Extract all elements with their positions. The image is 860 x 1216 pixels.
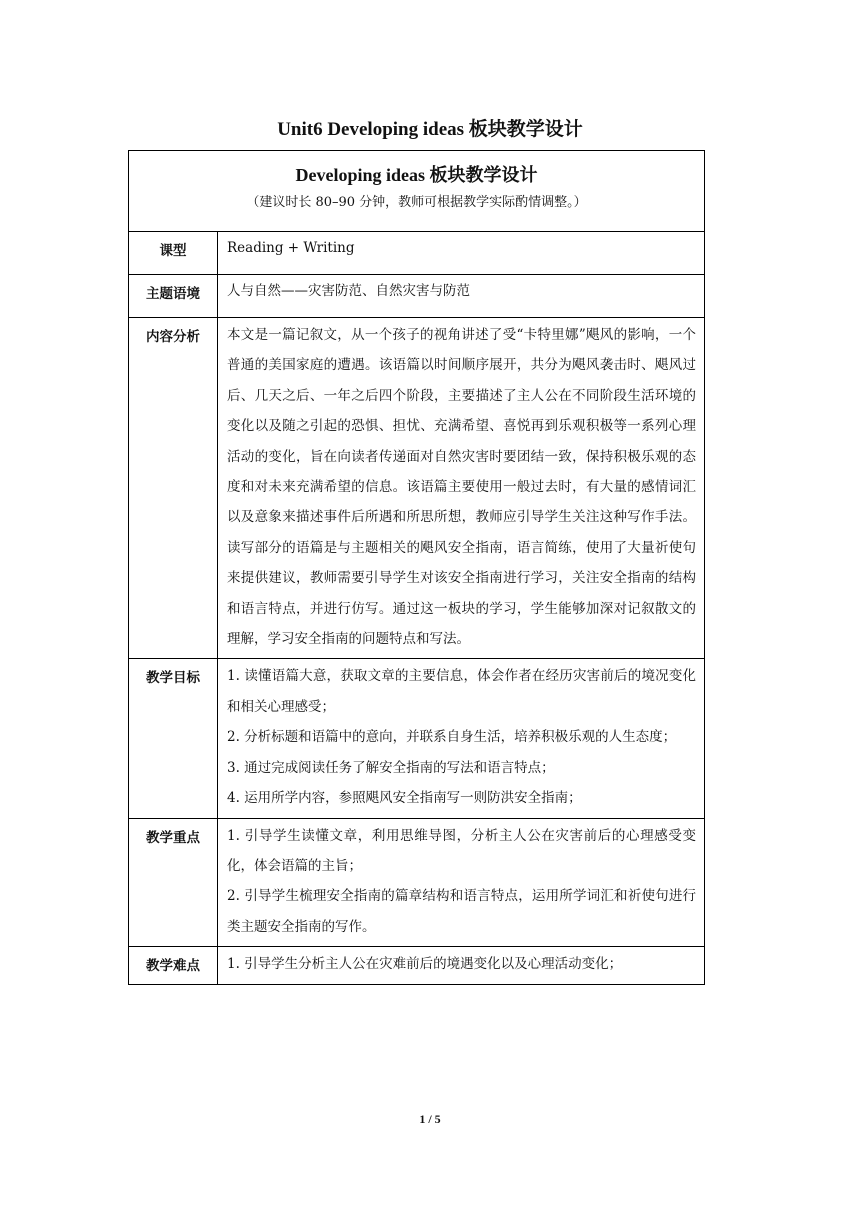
table-title: Developing ideas 板块教学设计 bbox=[295, 165, 538, 185]
focus-item: 1. 引导学生读懂文章，利用思维导图，分析主人公在灾害前后的心理感受变化，体会语篇的主旨； bbox=[227, 827, 697, 874]
row-label-teaching-focus: 教学重点 bbox=[129, 818, 218, 947]
row-label-teaching-difficulty: 教学难点 bbox=[129, 947, 218, 984]
table-row-teaching-objectives bbox=[129, 659, 705, 818]
row-content-teaching-objectives bbox=[218, 659, 705, 818]
objective-item: 3. 通过完成阅读任务了解安全指南的写法和语言特点； bbox=[227, 759, 555, 776]
row-content-teaching-focus bbox=[218, 818, 705, 947]
row-label-teaching-objectives: 教学目标 bbox=[129, 659, 218, 818]
row-content-content-analysis: 本文是一篇记叙文，从一个孩子的视角讲述了受“卡特里娜”飓风的影响，一个普通的美国家庭的遭遇。该语篇以时间顺序展开，共分为飓风袭击时、飓风过后、几天之后、一年之后四个阶段，主要描述了主人公在不同阶段生活环境的变化以及随之引起的恐惧、担忧、充满希望、喜悦再到乐观积极等一系列心理活动的变化，旨在向读者传递面对自然灾害时要团结一致，保持积极乐观的态度和对未来充满希望的信息。该语篇主要使用一般过去时，有大量的感情词汇以及意象来描述事件后所遇和所思所想，教师应引导学生关注这种写作手法。读写部分的语篇是与主题相关的飓风安全指南，语言简练，使用了大量祈使句来提供建议，教师需要引导学生对该安全指南进行学习，关注安全指南的结构和语言特点，并进行仿写。通过这一板块的学习，学生能够加深对记叙散文的理解，学习安全指南的问题特点和写法。 bbox=[218, 318, 705, 659]
objective-item: 1. 读懂语篇大意，获取文章的主要信息，体会作者在经历灾害前后的境况变化和相关心理感受； bbox=[227, 668, 697, 715]
row-label-lesson-type: 课型 bbox=[129, 232, 218, 275]
difficulty-item: 1. 引导学生分析主人公在灾难前后的境遇变化以及心理活动变化； bbox=[227, 956, 623, 973]
table-header-cell bbox=[129, 151, 705, 232]
table-row-theme-context bbox=[129, 275, 705, 318]
table-row-teaching-focus bbox=[129, 818, 705, 947]
objective-item: 2. 分析标题和语篇中的意向，并联系自身生活，培养积极乐观的人生态度； bbox=[227, 729, 677, 746]
document-title: Unit6 Developing ideas 板块教学设计 bbox=[277, 119, 583, 140]
table-row-content-analysis bbox=[129, 318, 705, 659]
focus-item: 2. 引导学生梳理安全指南的篇章结构和语言特点，运用所学词汇和祈使句进行类主题安全指南的写作。 bbox=[227, 888, 697, 935]
table-row-teaching-difficulty bbox=[129, 947, 705, 984]
table-header-row bbox=[129, 151, 705, 232]
lesson-design-table bbox=[128, 150, 705, 985]
table-subtitle: （建议时长 80–90 分钟，教师可根据教学实际酌情调整。） bbox=[246, 195, 587, 210]
row-label-content-analysis: 内容分析 bbox=[129, 318, 218, 659]
page-number: 1 / 5 bbox=[419, 1112, 441, 1126]
row-content-lesson-type: Reading + Writing bbox=[218, 232, 705, 275]
row-content-teaching-difficulty bbox=[218, 947, 705, 984]
table-row-lesson-type bbox=[129, 232, 705, 275]
objective-item: 4. 运用所学内容，参照飓风安全指南写一则防洪安全指南； bbox=[227, 790, 582, 807]
row-label-theme-context: 主题语境 bbox=[129, 275, 218, 318]
row-content-theme-context: 人与自然——灾害防范、自然灾害与防范 bbox=[218, 275, 705, 318]
